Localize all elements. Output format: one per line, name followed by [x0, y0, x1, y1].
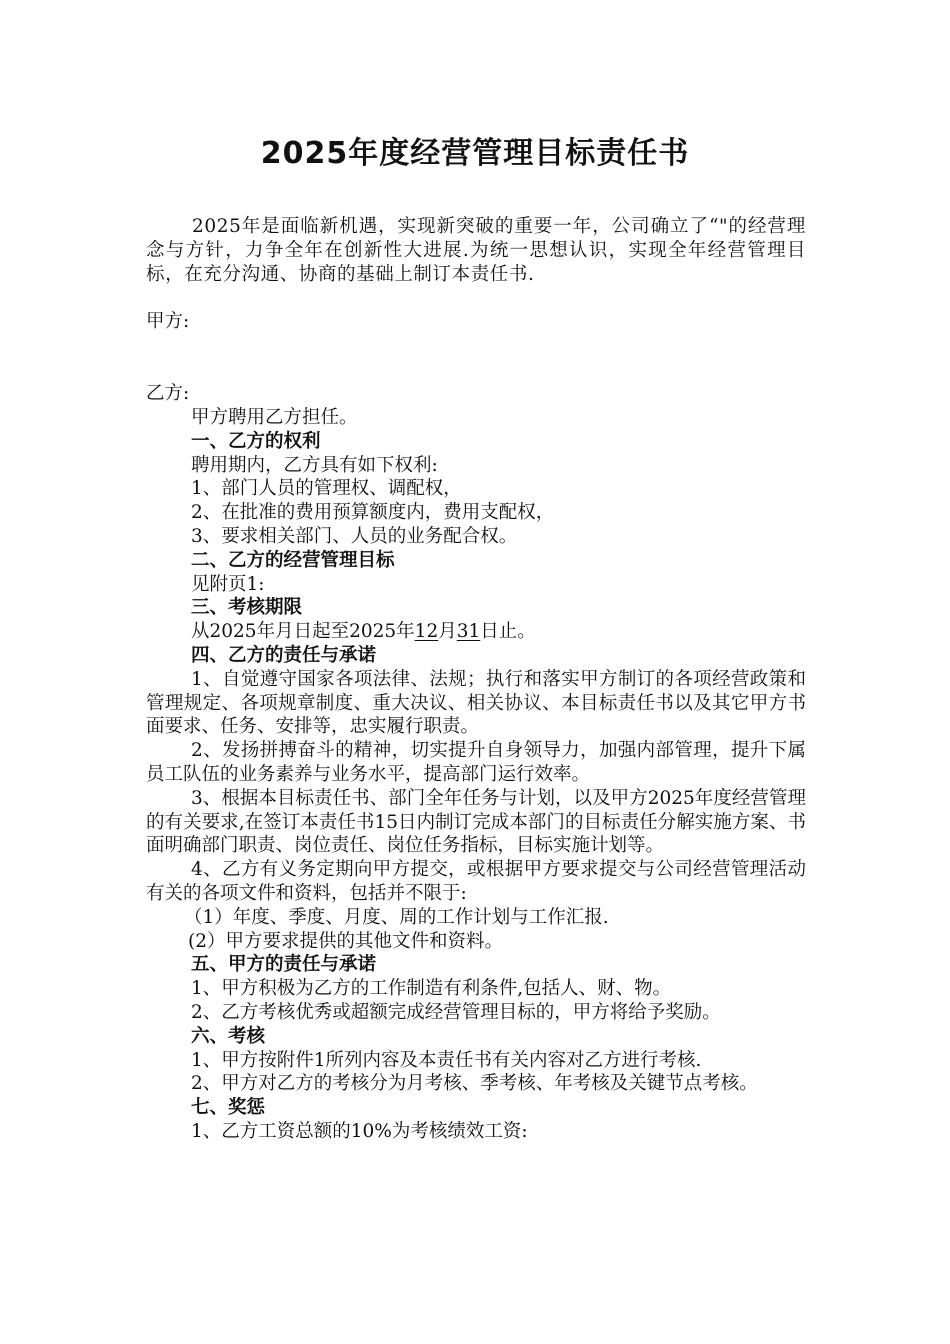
duties-a-item: 1、甲方积极为乙方的工作制造有利条件,包括人、财、物。 [191, 978, 672, 1000]
duties-b-item: 3、根据本目标责任书、部门全年任务与计划，以及甲方2025年度经营管理的有关要求,在签订本责任书15日内制订完成本部门的目标责任分解实施方案、书面明确部门职责、岗位责任、岗位任务指标，目标实施计划等。 [146, 787, 806, 857]
targets-text: 见附页1: [191, 573, 265, 595]
section-heading-targets: 二、乙方的经营管理目标 [191, 549, 395, 571]
hire-statement: 甲方聘用乙方担任。 [191, 406, 358, 428]
section-heading-period: 三、考核期限 [191, 597, 303, 619]
duties-b-item: 2、发扬拼搏奋斗的精神，切实提升自身领导力，加强内部管理，提升下属员工队伍的业务素养与业务水平，提高部门运行效率。 [146, 740, 806, 785]
section-heading-duties-a: 五、甲方的责任与承诺 [191, 954, 377, 976]
rights-lead: 聘用期内，乙方具有如下权利: [191, 454, 438, 476]
section-heading-assessment: 六、考核 [191, 1025, 266, 1047]
party-a-label: 甲方: [146, 311, 190, 333]
document-body [146, 215, 806, 1144]
section-heading-rewards: 七、奖惩 [191, 1097, 266, 1119]
document-title: 2025年度经营管理目标责任书 [260, 136, 690, 171]
duties-b-subitem: (2）甲方要求提供的其他文件和资料。 [188, 930, 503, 952]
duties-b-item: 4、乙方有义务定期向甲方提交，或根据甲方要求提交与公司经营管理活动有关的各项文件和资料，包括并不限于: [146, 859, 806, 904]
period-month: 12 [414, 621, 439, 643]
duties-b-item: 1、自觉遵守国家各项法律、法规；执行和落实甲方制订的各项经营政策和管理规定、各项规章制度、重大决议、相关协议、本目标责任书以及其它甲方书面要求、任务、安排等，忠实履行职责。 [146, 668, 806, 738]
assessment-item: 1、甲方按附件1所列内容及本责任书有关内容对乙方进行考核. [191, 1049, 702, 1071]
period-text-after: 日止。 [480, 621, 536, 643]
rights-item: 2、在批准的费用预算额度内，费用支配权， [191, 502, 555, 524]
period-text-before: 从2025年月日起至2025年 [191, 621, 415, 643]
period-month-unit: 月 [438, 621, 457, 643]
rights-item: 1、部门人员的管理权、调配权， [191, 478, 462, 500]
duties-a-item: 2、乙方考核优秀或超额完成经营管理目标的，甲方将给予奖励。 [191, 1001, 721, 1023]
duties-b-subitem: （1）年度、季度、月度、周的工作计划与工作汇报. [184, 906, 609, 928]
intro-paragraph: 2025年是面临新机遇，实现新突破的重要一年，公司确立了“"的经营理念与方针，力争全年在创新性大进展.为统一思想认识，实现全年经营管理目标，在充分沟通、协商的基础上制订本责任书. [146, 216, 806, 285]
section-heading-duties-b: 四、乙方的责任与承诺 [191, 644, 377, 666]
assessment-item: 2、甲方对乙方的考核分为月考核、季考核、年考核及关键节点考核。 [191, 1073, 758, 1095]
party-b-label: 乙方: [146, 383, 190, 405]
section-heading-rights: 一、乙方的权利 [191, 430, 321, 452]
period-day: 31 [456, 621, 481, 643]
period-text [146, 620, 806, 644]
rewards-item: 1、乙方工资总额的10%为考核绩效工资: [191, 1120, 528, 1142]
rights-item: 3、要求相关部门、人员的业务配合权。 [191, 525, 518, 547]
